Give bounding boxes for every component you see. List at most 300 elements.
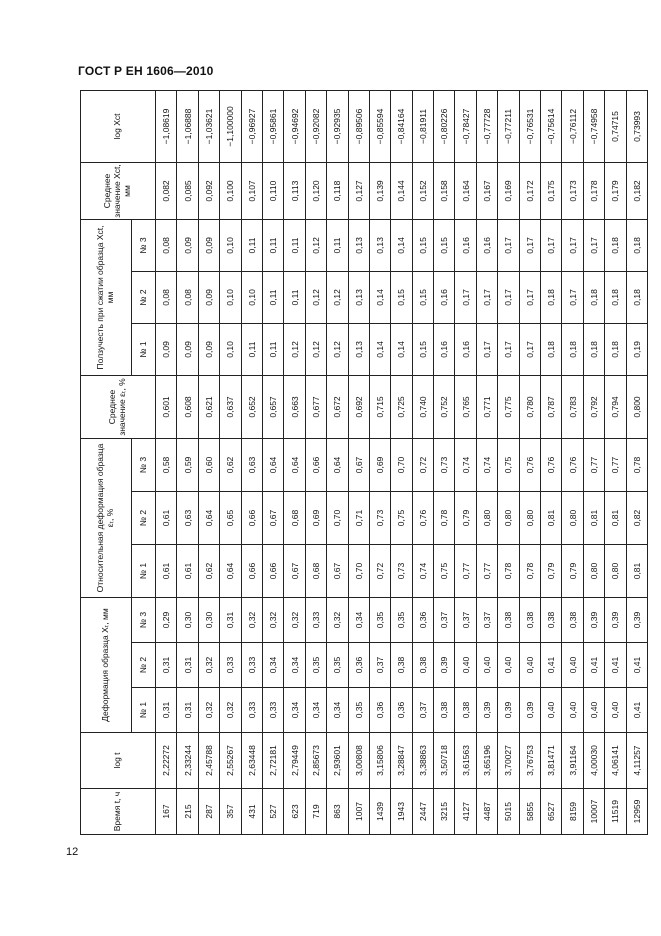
table-cell: −0,95861 <box>262 90 283 162</box>
table-row <box>327 90 348 834</box>
table-cell: 0,31 <box>156 688 177 733</box>
table-cell: 0,74 <box>455 438 476 491</box>
table-cell: 0,100 <box>220 162 241 219</box>
table-cell: 287 <box>198 789 219 835</box>
table-cell: 0,663 <box>284 375 305 438</box>
col-time-header: Время t, ч <box>81 789 156 835</box>
table-cell: 0,36 <box>412 598 433 643</box>
table-cell: 2,63448 <box>241 733 262 789</box>
table-cell: 0,38 <box>434 688 455 733</box>
table-cell: 0,16 <box>434 271 455 323</box>
table-cell: 0,80 <box>605 545 626 598</box>
table-cell: 0,66 <box>305 438 326 491</box>
table-cell: 0,32 <box>220 688 241 733</box>
table-cell: −1,08619 <box>156 90 177 162</box>
table-cell: 3,70027 <box>498 733 519 789</box>
table-cell: 863 <box>327 789 348 835</box>
table-cell: 0,68 <box>284 492 305 545</box>
table-cell: 5015 <box>498 789 519 835</box>
table-cell: 0,11 <box>262 271 283 323</box>
table-cell: 0,752 <box>434 375 455 438</box>
table-cell: 3,76753 <box>519 733 540 789</box>
table-cell: 0,08 <box>156 219 177 271</box>
table-cell: 0,34 <box>348 598 369 643</box>
table-cell: 0,34 <box>262 643 283 688</box>
table-cell: 0,58 <box>156 438 177 491</box>
table-cell: 0,38 <box>455 688 476 733</box>
table-cell: 0,09 <box>177 219 198 271</box>
table-cell: 0,64 <box>220 545 241 598</box>
table-cell: −0,75614 <box>541 90 562 162</box>
table-cell: 0,11 <box>262 219 283 271</box>
table-cell: 0,67 <box>327 545 348 598</box>
table-cell: 0,67 <box>348 438 369 491</box>
avg-creep-header: Среднее значение Xct, мм <box>81 162 156 219</box>
table-cell: −0,80226 <box>434 90 455 162</box>
table-cell: 0,63 <box>241 438 262 491</box>
table-cell: 0,79 <box>455 492 476 545</box>
table-row <box>434 90 455 834</box>
table-cell: 0,33 <box>305 598 326 643</box>
table-cell: 0,40 <box>498 643 519 688</box>
table-cell: 3,61563 <box>455 733 476 789</box>
table-cell: 2,55267 <box>220 733 241 789</box>
table-cell: 0,17 <box>519 323 540 375</box>
table-cell: 0,175 <box>541 162 562 219</box>
table-cell: 2447 <box>412 789 433 835</box>
table-cell: 0,120 <box>305 162 326 219</box>
page-header: ГОСТ Р ЕН 1606—2010 <box>78 64 214 78</box>
table-cell: 0,14 <box>391 219 412 271</box>
table-cell: 0,12 <box>305 271 326 323</box>
table-cell: 0,34 <box>327 688 348 733</box>
creep-n1-header: № 1 <box>132 323 156 375</box>
table-cell: 0,61 <box>177 545 198 598</box>
table-cell: 0,66 <box>241 545 262 598</box>
table-cell: 0,08 <box>177 271 198 323</box>
table-cell: 2,93601 <box>327 733 348 789</box>
table-cell: 0,60 <box>198 438 219 491</box>
table-row <box>241 90 262 834</box>
table-cell: 0,34 <box>284 688 305 733</box>
avg-relative-header: Среднее значение εₜ, % <box>81 375 156 438</box>
table-cell: 1943 <box>391 789 412 835</box>
table-cell: 0,69 <box>369 438 390 491</box>
table-cell: 0,18 <box>626 271 647 323</box>
table-cell: 0,40 <box>476 643 497 688</box>
table-cell: 0,14 <box>391 323 412 375</box>
table-cell: 0,74 <box>412 545 433 598</box>
table-cell: 0,14 <box>369 271 390 323</box>
table-cell: 0,740 <box>412 375 433 438</box>
table-cell: 0,164 <box>455 162 476 219</box>
creep-n3-header: № 3 <box>132 219 156 271</box>
table-cell: 1439 <box>369 789 390 835</box>
table-cell: 0,41 <box>626 688 647 733</box>
table-cell: 0,19 <box>626 323 647 375</box>
table-cell: 0,18 <box>605 323 626 375</box>
table-cell: 3,38863 <box>412 733 433 789</box>
table-cell: 0,18 <box>541 271 562 323</box>
table-cell: 3,50718 <box>434 733 455 789</box>
table-cell: 0,76 <box>412 492 433 545</box>
table-cell: 0,15 <box>391 271 412 323</box>
table-cell: 0,158 <box>434 162 455 219</box>
table-cell: 0,40 <box>562 688 583 733</box>
col-log-t-header: log t <box>81 733 156 789</box>
table-cell: 0,09 <box>156 323 177 375</box>
table-cell: 0,35 <box>305 643 326 688</box>
table-cell: 0,17 <box>498 271 519 323</box>
table-row <box>220 90 241 834</box>
table-cell: 0,18 <box>562 323 583 375</box>
table-cell: 0,70 <box>327 492 348 545</box>
table-cell: 0,81 <box>626 545 647 598</box>
table-row <box>369 90 390 834</box>
table-cell: 4,00030 <box>583 733 604 789</box>
table-cell: 0,32 <box>198 643 219 688</box>
def-n2-header: № 2 <box>132 643 156 688</box>
table-cell: 0,34 <box>305 688 326 733</box>
table-cell: 0,77 <box>583 438 604 491</box>
table-cell: 3,28847 <box>391 733 412 789</box>
table-cell: −1,100000 <box>220 90 241 162</box>
table-row <box>305 90 326 834</box>
table-cell: 0,31 <box>177 643 198 688</box>
table-cell: 0,33 <box>262 688 283 733</box>
table-cell: 0,10 <box>241 271 262 323</box>
page-number: 12 <box>66 846 79 858</box>
table-cell: 0,10 <box>220 323 241 375</box>
table-row <box>156 90 177 834</box>
table-cell: 0,63 <box>177 492 198 545</box>
table-cell: 0,31 <box>156 643 177 688</box>
table-cell: 0,652 <box>241 375 262 438</box>
table-cell: 0,82 <box>626 492 647 545</box>
table-row <box>348 90 369 834</box>
rel-n1-header: № 1 <box>132 545 156 598</box>
table-cell: 2,79449 <box>284 733 305 789</box>
table-cell: 0,11 <box>262 323 283 375</box>
table-cell: 0,715 <box>369 375 390 438</box>
table-cell: 0,33 <box>241 643 262 688</box>
table-cell: 0,73 <box>434 438 455 491</box>
table-cell: −0,94692 <box>284 90 305 162</box>
table-cell: 3,00808 <box>348 733 369 789</box>
table-cell: 4,06141 <box>605 733 626 789</box>
table-cell: 0,13 <box>348 271 369 323</box>
table-cell: 0,12 <box>327 271 348 323</box>
table-cell: 2,45788 <box>198 733 219 789</box>
table-row <box>626 90 647 834</box>
table-cell: 0,17 <box>476 323 497 375</box>
table-cell: 0,32 <box>284 598 305 643</box>
table-cell: 0,35 <box>369 598 390 643</box>
table-cell: 0,74715 <box>605 90 626 162</box>
table-cell: 0,11 <box>284 219 305 271</box>
table-cell: 0,621 <box>198 375 219 438</box>
table-cell: 0,39 <box>583 598 604 643</box>
table-cell: 0,139 <box>369 162 390 219</box>
table-cell: 0,38 <box>391 643 412 688</box>
table-cell: 5855 <box>519 789 540 835</box>
table-cell: 0,74 <box>476 438 497 491</box>
table-cell: 0,40 <box>562 643 583 688</box>
table-row <box>262 90 283 834</box>
table-cell: 0,39 <box>626 598 647 643</box>
creep-group-header: Ползучесть при сжатии образца Xct, мм <box>81 219 132 375</box>
table-cell: 0,794 <box>605 375 626 438</box>
table-row <box>541 90 562 834</box>
table-cell: −0,74958 <box>583 90 604 162</box>
table-cell: 0,39 <box>519 688 540 733</box>
table-cell: 0,77 <box>455 545 476 598</box>
table-cell: 0,765 <box>455 375 476 438</box>
table-cell: 215 <box>177 789 198 835</box>
table-cell: 0,32 <box>327 598 348 643</box>
table-cell: 0,12 <box>327 323 348 375</box>
table-cell: 0,64 <box>327 438 348 491</box>
table-cell: 1007 <box>348 789 369 835</box>
table-cell: 0,78 <box>498 545 519 598</box>
table-cell: 0,36 <box>348 643 369 688</box>
table-cell: 0,17 <box>541 219 562 271</box>
table-cell: 0,64 <box>262 438 283 491</box>
table-cell: 0,14 <box>369 323 390 375</box>
table-cell: 0,37 <box>476 598 497 643</box>
table-cell: 11519 <box>605 789 626 835</box>
table-cell: 0,09 <box>198 323 219 375</box>
table-cell: 0,72 <box>369 545 390 598</box>
table-cell: 3,81471 <box>541 733 562 789</box>
table-cell: 0,12 <box>284 323 305 375</box>
table-cell: 0,38 <box>412 643 433 688</box>
table-cell: 0,61 <box>156 545 177 598</box>
table-cell: 0,677 <box>305 375 326 438</box>
table-cell: 0,80 <box>583 545 604 598</box>
table-cell: 0,40 <box>605 688 626 733</box>
table-cell: 0,37 <box>369 643 390 688</box>
table-cell: 0,17 <box>455 271 476 323</box>
table-cell: 0,80 <box>562 492 583 545</box>
table-cell: 0,76 <box>519 438 540 491</box>
table-cell: 0,76 <box>541 438 562 491</box>
table-cell: 623 <box>284 789 305 835</box>
def-n1-header: № 1 <box>132 688 156 733</box>
table-cell: 0,15 <box>412 323 433 375</box>
table-cell: 0,41 <box>605 643 626 688</box>
creep-data-table <box>80 90 648 835</box>
table-cell: 0,32 <box>262 598 283 643</box>
table-cell: 0,75 <box>434 545 455 598</box>
table-cell: 0,787 <box>541 375 562 438</box>
table-cell: 0,38 <box>498 598 519 643</box>
table-cell: 0,66 <box>262 545 283 598</box>
table-row <box>605 90 626 834</box>
table-row <box>455 90 476 834</box>
table-cell: 0,172 <box>519 162 540 219</box>
table-cell: 2,33244 <box>177 733 198 789</box>
table-cell: 0,67 <box>284 545 305 598</box>
table-cell: 0,81 <box>583 492 604 545</box>
table-cell: 0,32 <box>198 688 219 733</box>
table-body <box>156 90 648 834</box>
table-cell: 0,73 <box>391 545 412 598</box>
table-row <box>198 90 219 834</box>
table-cell: 0,169 <box>498 162 519 219</box>
table-cell: 0,17 <box>562 271 583 323</box>
table-cell: 0,672 <box>327 375 348 438</box>
table-cell: −0,92935 <box>327 90 348 162</box>
table-row <box>412 90 433 834</box>
table-cell: 0,16 <box>476 219 497 271</box>
table-cell: 719 <box>305 789 326 835</box>
table-cell: 0,725 <box>391 375 412 438</box>
table-cell: 0,77 <box>476 545 497 598</box>
table-cell: 0,657 <box>262 375 283 438</box>
table-cell: 0,73993 <box>626 90 647 162</box>
table-cell: 0,41 <box>583 643 604 688</box>
table-cell: 0,08 <box>156 271 177 323</box>
table-cell: 0,152 <box>412 162 433 219</box>
table-cell: 527 <box>262 789 283 835</box>
table-cell: 0,75 <box>391 492 412 545</box>
table-cell: 0,092 <box>198 162 219 219</box>
table-row <box>498 90 519 834</box>
table-cell: 0,80 <box>498 492 519 545</box>
table-cell: 0,12 <box>305 219 326 271</box>
table-cell: 0,12 <box>305 323 326 375</box>
table-cell: 0,67 <box>262 492 283 545</box>
table-cell: 0,78 <box>519 545 540 598</box>
table-row <box>583 90 604 834</box>
table-cell: 0,31 <box>177 688 198 733</box>
table-row <box>562 90 583 834</box>
table-cell: 0,70 <box>348 545 369 598</box>
table-cell: 0,76 <box>562 438 583 491</box>
table-cell: 0,13 <box>348 219 369 271</box>
table-cell: 0,39 <box>605 598 626 643</box>
table-cell: 0,11 <box>284 271 305 323</box>
table-cell: 0,31 <box>220 598 241 643</box>
table-cell: −0,85594 <box>369 90 390 162</box>
table-cell: 0,81 <box>605 492 626 545</box>
table-cell: 0,118 <box>327 162 348 219</box>
table-cell: 0,40 <box>519 643 540 688</box>
table-cell: −0,81911 <box>412 90 433 162</box>
table-cell: 0,33 <box>241 688 262 733</box>
table-cell: 0,33 <box>220 643 241 688</box>
table-cell: −1,03621 <box>198 90 219 162</box>
table-cell: −1,06888 <box>177 90 198 162</box>
table-cell: 0,17 <box>562 219 583 271</box>
table-cell: 0,32 <box>241 598 262 643</box>
table-cell: 2,22272 <box>156 733 177 789</box>
table-cell: 0,792 <box>583 375 604 438</box>
relative-deformation-group-header: Относительная деформация образца εₜ, % <box>81 438 132 597</box>
table-cell: 0,09 <box>177 323 198 375</box>
table-cell: 0,178 <box>583 162 604 219</box>
table-cell: 0,17 <box>583 219 604 271</box>
table-cell: 0,18 <box>605 219 626 271</box>
table-cell: 0,78 <box>434 492 455 545</box>
table-cell: 0,79 <box>541 545 562 598</box>
table-cell: 3,15806 <box>369 733 390 789</box>
table-cell: 0,37 <box>412 688 433 733</box>
table-row <box>476 90 497 834</box>
table-cell: 0,10 <box>220 219 241 271</box>
table-cell: 0,70 <box>391 438 412 491</box>
table-cell: 0,10 <box>220 271 241 323</box>
table-cell: 3,65196 <box>476 733 497 789</box>
table-cell: 0,18 <box>541 323 562 375</box>
table-cell: 0,144 <box>391 162 412 219</box>
table-cell: 0,41 <box>541 643 562 688</box>
table-cell: −0,84164 <box>391 90 412 162</box>
table-cell: 0,81 <box>541 492 562 545</box>
rel-n2-header: № 2 <box>132 492 156 545</box>
table-cell: 0,692 <box>348 375 369 438</box>
table-cell: 0,64 <box>198 492 219 545</box>
table-cell: 0,38 <box>519 598 540 643</box>
table-cell: 0,17 <box>519 219 540 271</box>
table-cell: 0,80 <box>519 492 540 545</box>
table-cell: 0,17 <box>498 323 519 375</box>
creep-n2-header: № 2 <box>132 271 156 323</box>
table-cell: 0,127 <box>348 162 369 219</box>
table-cell: 10007 <box>583 789 604 835</box>
table-cell: 0,780 <box>519 375 540 438</box>
table-cell: −0,78427 <box>455 90 476 162</box>
table-cell: 357 <box>220 789 241 835</box>
table-cell: 0,41 <box>626 643 647 688</box>
table-cell: 0,085 <box>177 162 198 219</box>
table-cell: 0,36 <box>369 688 390 733</box>
table-cell: 0,113 <box>284 162 305 219</box>
table-cell: 0,38 <box>541 598 562 643</box>
table-cell: 0,167 <box>476 162 497 219</box>
table-cell: 0,771 <box>476 375 497 438</box>
table-cell: 0,37 <box>455 598 476 643</box>
table-cell: 0,62 <box>198 545 219 598</box>
table-cell: 0,15 <box>412 219 433 271</box>
table-cell: 0,40 <box>455 643 476 688</box>
table-row <box>519 90 540 834</box>
rotated-table-area <box>80 91 642 835</box>
table-cell: 3215 <box>434 789 455 835</box>
table-cell: 0,13 <box>348 323 369 375</box>
table-cell: 0,18 <box>583 271 604 323</box>
table-cell: 0,73 <box>369 492 390 545</box>
table-cell: 0,64 <box>284 438 305 491</box>
table-cell: 0,11 <box>241 323 262 375</box>
table-cell: 0,34 <box>284 643 305 688</box>
table-cell: 2,72181 <box>262 733 283 789</box>
table-cell: 0,775 <box>498 375 519 438</box>
table-cell: −0,76112 <box>562 90 583 162</box>
table-cell: 0,61 <box>156 492 177 545</box>
log-x-header: log Xct <box>81 90 156 162</box>
table-cell: 0,17 <box>498 219 519 271</box>
table-cell: 4127 <box>455 789 476 835</box>
table-cell: 0,18 <box>583 323 604 375</box>
table-cell: 6527 <box>541 789 562 835</box>
table-cell: 0,65 <box>220 492 241 545</box>
table-cell: 0,62 <box>220 438 241 491</box>
table-cell: −0,76531 <box>519 90 540 162</box>
table-cell: 0,11 <box>327 219 348 271</box>
def-n3-header: № 3 <box>132 598 156 643</box>
